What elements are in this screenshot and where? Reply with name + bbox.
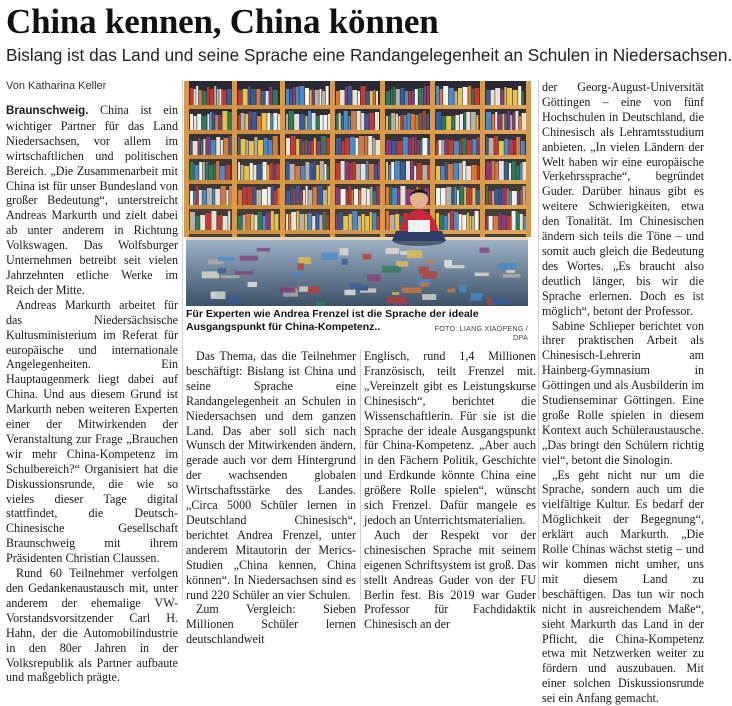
- article-column-1: [6, 103, 178, 685]
- paragraph: [6, 103, 178, 298]
- article-column-3: [364, 349, 536, 632]
- article-column-2: [186, 349, 356, 647]
- photo-caption: Für Experten wie Andrea Frenzel ist die Sprache der ideale Ausgangspunkt für China-Kompetenz..: [186, 308, 479, 333]
- column-divider: [182, 80, 183, 600]
- column-divider: [538, 80, 539, 600]
- article-column-4: [542, 80, 704, 706]
- column-divider: [360, 349, 361, 600]
- paragraph-text: China ist ein wichtiger Partner für das Land Niedersachsen, vor allem im wirtschaftlichen und politischen Bereich. „Die Zusammenarbeit mit China ist für unser Bundesland von großer Bedeutung“, unterstreicht Andreas Markurth und zielt dabei ab unter anderem in Richtung Volkswagen. Das Wolfsburger Unternehmen betreibt seit vielen Jahrzehnten etliche Werke im Reich der Mitte.: [6, 103, 178, 297]
- byline: Von Katharina Keller: [6, 80, 107, 92]
- headline: China kennen, China können: [6, 2, 439, 41]
- paragraph: Auch der Respekt vor der chinesischen Sprache mit seinem eigenen Schriftsystem ist groß. Das stellt Andreas Guder von der FU Berlin fest. Bis 2019 war Guder Professor für Fachdidaktik Chinesisch an der: [364, 527, 536, 632]
- paragraph: Englisch, rund 1,4 Millionen Französisch, teilt Frenzel mit. „Vereinzelt gibt es Leistungskurse Chinesisch“, berichtet die Wissenschaftlerin. Für sie ist die Sprache der ideale Ausgangspunkt für China-Kompetenz. „Aber auch in den Fächern Politik, Geschichte und Erdkunde könnte China eine größere Rolle spielen“, wünscht sich Frenzel. Dafür mangele es jedoch an Unterrichtsmaterialien.: [364, 349, 536, 527]
- article-photo: [186, 81, 528, 306]
- paragraph: Rund 60 Teilnehmer verfolgen den Gedankenaustausch mit, unter anderem der ehemalige VW-Vorstandsvorsitzender Carl H. Hahn, der die Automobilindustrie in den 80er Jahren in der Volksrepublik als Partner aufbaute und maßgeblich prägte.: [6, 566, 178, 685]
- dateline: Braunschweig.: [6, 104, 89, 117]
- subheadline: Bislang ist das Land und seine Sprache eine Randangelegenheit an Schulen in Niedersachsen.: [6, 45, 732, 65]
- paragraph: Zum Vergleich: Sieben Millionen Schüler lernen deutschlandweit: [186, 602, 356, 647]
- paragraph: Sabine Schlieper berichtet von ihrer praktischen Arbeit als Chinesisch-Lehrerin am Hainberg-Gymnasium in Göttingen und als Ausbilderin im Studienseminar Göttingen. Eine große Rolle spielen in diesem Kontext auch Schüleraustausche. „Das bringt den Schülern richtig viel“, betont die Sinologin.: [542, 318, 704, 467]
- paragraph: Andreas Markurth arbeitet für das Niedersächsische Kultusministerium im Referat für europäische und internationale Angelegenheiten. Ein Hauptaugenmerk liegt dabei auf China. Und aus diesem Grund ist Markurth neben weiteren Experten einer der Mitwirkenden der Veranstaltung zur Frage „Brauchen wir mehr China-Kompetenz im Schulbereich?“ Organisiert hat die Diskussionsrunde, die wie so vieles dieser Tage digital stattfindet, die Deutsch-Chinesische Gesellschaft Braunschweig mit ihrem Präsidenten Christian Claussen.: [6, 297, 178, 566]
- photo-credit: FOTO: LIANG XIAOPENG / DPA: [434, 324, 528, 342]
- paragraph: der Georg-August-Universität Göttingen – eine von fünf Hochschulen in Deutschland, die Chinesisch als Lehramtsstudium anbieten. „In vielen Ländern der Welt haben wir eine europäische Verkehrssprache“, begründet Guder. Darüber hinaus gibt es weitere Schwierigkeiten, etwa den Tonalität. Im Chinesischen ändern sich teils die Töne – und somit auch gleich die Bedeutung des Wortes. „Es braucht also deutlich länger, bis wir die Sprache erlernen. Doch es ist möglich“, betont der Professor.: [542, 80, 704, 318]
- paragraph: „Es geht nicht nur um die Sprache, sondern auch um die vielfältige Kultur. Es bedarf der Möglichkeit der Begegnung“, erklärt auch Markurth. „Die Rolle Chinas wächst stetig – und wir kommen nicht umher, uns mit diesem Land zu beschäftigen. Das tun wir noch nicht in ausreichendem Maße“, sieht Markurth das Land in der Pflicht, die China-Kompetenz etwa mit Netzwerken weiter zu fördern und auszubauen. Mit einer solchen Diskussionsrunde sei ein Anfang gemacht.: [542, 467, 704, 706]
- paragraph: Das Thema, das die Teilnehmer beschäftigt: Bislang ist China und seine Sprache eine Randangelegenheit an Schulen in Niedersachsen und dem ganzen Land. Das aber soll sich nach Wunsch der Mitwirkenden ändern, gerade auch vor dem Hintergrund der wachsenden globalen Wirtschaftsstärke des Landes. „Circa 5000 Schüler lernen in Deutschland Chinesisch“, berichtet Andrea Frenzel, unter anderem Mitautorin der Merics-Studien „China kennen, China können“. In Niedersachsen sind es rund 220 Schüler an vier Schulen.: [186, 349, 356, 602]
- bookstore-photo-illustration: [186, 81, 528, 306]
